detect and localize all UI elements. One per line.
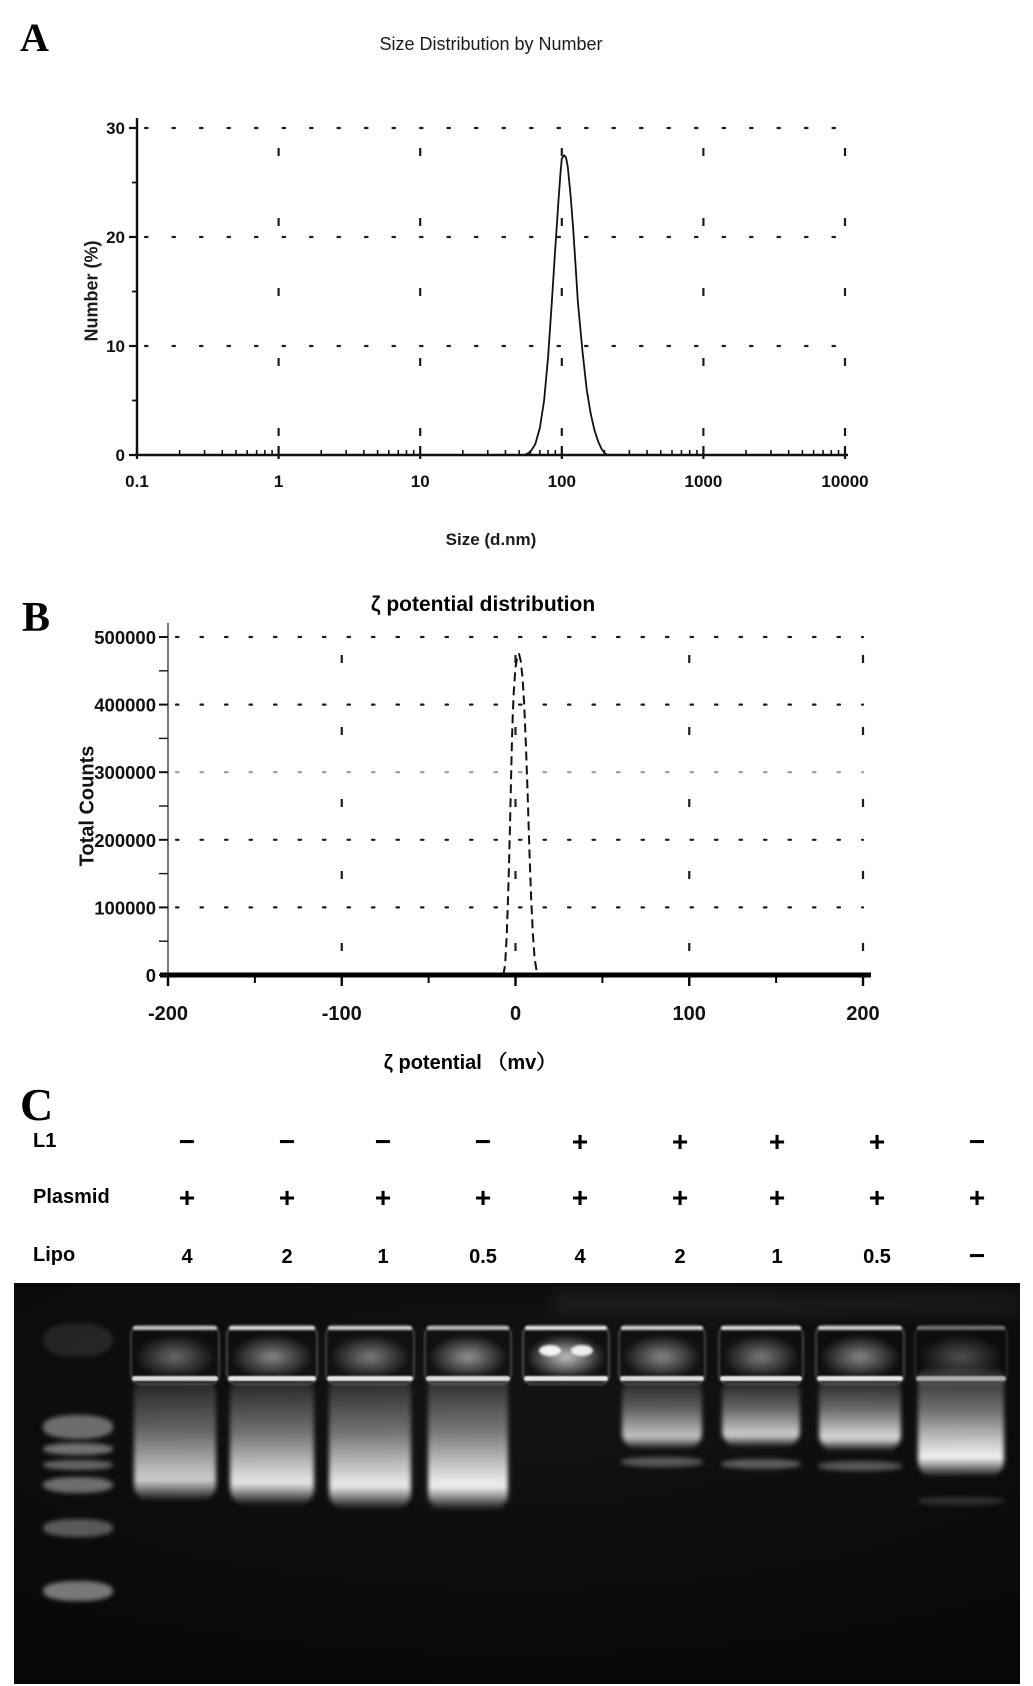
chart-a-title: Size Distribution by Number	[379, 34, 603, 54]
assay-cell: +	[968, 1182, 986, 1213]
size-distribution-chart	[0, 80, 1033, 560]
gel-dna-band	[43, 1581, 113, 1601]
x-tick-label: 1	[273, 472, 284, 491]
gel-lane	[423, 1283, 513, 1684]
gel-well-top-line	[818, 1326, 902, 1330]
assay-cell: +	[178, 1182, 196, 1213]
y-tick-label: 10	[106, 337, 125, 356]
gel-well-bottom-line	[620, 1376, 704, 1381]
assay-cell: −	[968, 1240, 986, 1271]
chart-a-x-axis-label: Size (d.nm)	[445, 530, 537, 549]
assay-row-label: Plasmid	[33, 1186, 110, 1208]
chart-a-y-axis-label: Number (%)	[81, 240, 102, 342]
gel-dna-band	[917, 1497, 1005, 1505]
assay-cell: 4	[181, 1246, 193, 1268]
assay-cell: 2	[281, 1246, 293, 1268]
size-distribution-curve	[525, 155, 607, 455]
gel-well-top-line	[229, 1326, 315, 1330]
gel-well-top-line	[427, 1326, 509, 1330]
gel-dna-band	[43, 1460, 113, 1470]
gel-dna-band	[43, 1443, 113, 1455]
assay-cell: +	[571, 1126, 589, 1157]
gel-well-glow	[820, 1335, 900, 1375]
gel-dna-band	[43, 1477, 113, 1493]
gel-lane	[913, 1283, 1009, 1684]
x-tick-label: -200	[147, 1003, 189, 1025]
gel-well-bottom-line	[524, 1376, 608, 1381]
assay-cell: 1	[377, 1246, 389, 1268]
assay-row-l1	[0, 1126, 1033, 1162]
gel-well-bottom-line	[228, 1376, 316, 1381]
y-tick-label: 200000	[94, 829, 156, 851]
assay-cell: 2	[674, 1246, 686, 1268]
gel-dna-smear	[134, 1383, 216, 1501]
gel-lane	[717, 1283, 805, 1684]
gel-well-top-line	[917, 1326, 1005, 1330]
assay-row-lipo	[0, 1240, 1033, 1276]
gel-well-spot	[539, 1345, 561, 1356]
zeta-potential-chart	[0, 560, 1033, 1080]
assay-cell: −	[374, 1126, 392, 1157]
assay-cell: −	[178, 1126, 196, 1157]
gel-well-bottom-line	[132, 1376, 218, 1381]
assay-row-label: L1	[33, 1130, 57, 1152]
assay-cell: +	[571, 1182, 589, 1213]
gel-lane	[521, 1283, 611, 1684]
gel-lane	[324, 1283, 416, 1684]
y-tick-label: 500000	[94, 627, 156, 648]
x-tick-label: -100	[321, 1003, 362, 1025]
x-tick-label: 200	[846, 1003, 880, 1025]
gel-well-glow	[330, 1335, 410, 1375]
assay-cell: +	[868, 1126, 886, 1157]
gel-well-top-line	[721, 1326, 801, 1330]
gel-well-bottom-line	[720, 1376, 802, 1381]
gel-dna-smear	[722, 1383, 800, 1447]
gel-dna-band	[721, 1459, 801, 1469]
gel-well-top-line	[621, 1326, 703, 1330]
gel-dna-band	[621, 1457, 703, 1467]
assay-row-plasmid	[0, 1182, 1033, 1218]
panel-b-letter: B	[22, 595, 51, 641]
gel-well-top-line	[328, 1326, 412, 1330]
x-tick-label: 0.1	[125, 472, 149, 491]
x-tick-label: 10000	[821, 472, 869, 491]
assay-cell: −	[474, 1126, 492, 1157]
x-tick-label: 10	[410, 472, 430, 491]
zeta-potential-curve	[503, 654, 538, 975]
chart-b-y-axis-label: Total Counts	[76, 745, 99, 867]
y-tick-label: 100000	[94, 897, 156, 919]
y-tick-label: 400000	[94, 694, 156, 716]
gel-lane	[225, 1283, 319, 1684]
assay-cell: 0.5	[863, 1246, 891, 1268]
assay-cell: +	[278, 1182, 296, 1213]
gel-well-top-line	[525, 1326, 607, 1330]
gel-lane-marker	[39, 1283, 117, 1684]
gel-well-glow	[527, 1335, 605, 1375]
gel-well-glow	[723, 1335, 799, 1375]
gel-dna-band	[43, 1519, 113, 1537]
gel-well-glow	[135, 1335, 215, 1375]
assay-cell: +	[868, 1182, 886, 1213]
assay-cell: 1	[771, 1246, 783, 1268]
gel-lane	[617, 1283, 707, 1684]
y-tick-label: 0	[115, 446, 125, 465]
x-tick-label: 0	[509, 1003, 522, 1025]
gel-well-glow	[429, 1335, 507, 1375]
panel-c-letter: C	[20, 1079, 54, 1130]
assay-cell: +	[374, 1182, 392, 1213]
assay-cell: +	[671, 1126, 689, 1157]
gel-well-glow	[231, 1335, 313, 1375]
x-tick-label: 100	[547, 472, 576, 491]
gel-well-top-line	[133, 1326, 217, 1330]
assay-cell: +	[768, 1126, 786, 1157]
assay-cell: +	[474, 1182, 492, 1213]
y-tick-label: 0	[145, 965, 156, 986]
y-tick-label: 20	[106, 228, 125, 247]
gel-well-spot	[571, 1345, 593, 1356]
x-tick-label: 1000	[684, 472, 723, 491]
assay-cell: −	[968, 1126, 986, 1157]
gel-dna-smear	[230, 1383, 314, 1505]
y-tick-label: 30	[106, 119, 125, 138]
gel-electrophoresis-photo	[14, 1283, 1020, 1684]
gel-dna-band	[43, 1415, 113, 1439]
gel-lane	[814, 1283, 906, 1684]
gel-dna-smear	[428, 1378, 508, 1510]
assay-cell: 0.5	[469, 1246, 497, 1268]
assay-cell: +	[671, 1182, 689, 1213]
chart-b-x-axis-label: ζ potential （mv）	[383, 1052, 557, 1074]
assay-cell: +	[768, 1182, 786, 1213]
gel-dna-smear	[622, 1383, 702, 1449]
chart-b-title: ζ potential distribution	[370, 593, 596, 616]
x-tick-label: 100	[672, 1003, 706, 1025]
y-tick-label: 300000	[94, 762, 156, 784]
gel-dna-smear	[819, 1381, 901, 1451]
gel-dna-band	[43, 1323, 113, 1357]
assay-cell: 4	[574, 1246, 586, 1268]
gel-lane	[129, 1283, 221, 1684]
assay-cell: −	[278, 1126, 296, 1157]
assay-row-label: Lipo	[33, 1244, 76, 1266]
panel-a-letter: A	[20, 15, 49, 60]
gel-dna-smear	[918, 1369, 1004, 1477]
gel-dna-smear	[329, 1381, 411, 1509]
gel-well-glow	[623, 1335, 701, 1375]
gel-dna-band	[818, 1461, 902, 1471]
